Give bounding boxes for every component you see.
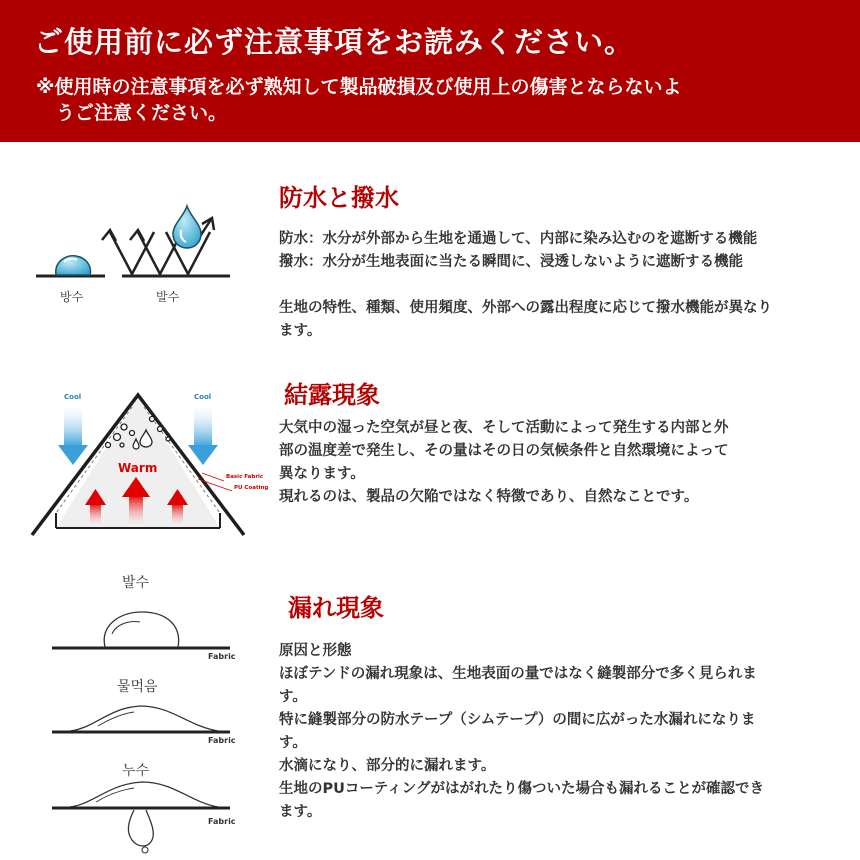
text-line: 特に縫製部分の防水テープ（シムテープ）の間に広がった水漏れになりま [279,712,756,728]
text-line: 異なります。 [279,466,365,482]
text-line: 撥水：水分が生地表面に当たる瞬間に、浸透しないように遮断する機能 [279,254,743,270]
text-line: 原因と形態 [279,643,352,659]
condensation-illustration [28,385,269,540]
leak-illustration [50,570,240,855]
text-line: 水滴になり、部分的に漏れます。 [279,758,496,774]
header-note [36,74,836,126]
text-line: 大気中の湿った空気が昼と夜、そして活動によって発生する内部と外 [279,420,729,436]
text-line: す。 [279,689,307,705]
text-line: 生地のPUコーティングがはがれたり傷ついた場合も漏れることが確認でき [279,781,764,797]
section-title-condensation: 結露現象 [284,381,380,409]
cool-label-left: Cool [64,393,82,401]
fabric-label: Fabric [208,817,236,826]
header-note-line2: うご注意ください。 [56,102,228,124]
waterproof-label: 방수 [60,290,84,304]
header-title: ご使用前に必ず注意事項をお読みください。 [34,25,635,59]
text-line: 部の温度差で発生し、その量はその日の気候条件と自然環境によって [279,443,729,459]
text-line: ます。 [279,804,322,820]
leak-label-repellent: 발수 [122,575,150,591]
text-line: 現れるのは、製品の欠陥ではなく特徴であり、自然なことです。 [279,489,699,505]
header-note-line1: ※使用時の注意事項を必ず熟知して製品破損及び使用上の傷害とならないよ [36,76,682,98]
water-repellent-label: 발수 [156,290,180,304]
section-title-waterproof: 防水と撥水 [279,184,399,212]
fabric-label: Fabric [208,652,236,661]
section-title-leak: 漏れ現象 [288,594,384,622]
warning-header [0,0,860,142]
text-line: 防水：水分が外部から生地を通過して、内部に染み込むのを遮断する機能 [279,231,758,247]
section-text-condensation [279,417,839,509]
pu-coating-label: PU Coating [234,485,269,491]
cool-label-right: Cool [194,393,212,401]
warm-label: Warm [118,461,158,475]
leak-label-leak: 누수 [122,763,150,779]
waterproof-illustration [30,200,240,310]
text-line: 生地の特性、種類、使用頻度、外部への露出程度に応じて撥水機能が異なり [279,300,772,316]
basic-fabric-label: Basic Fabric [226,474,264,480]
leak-label-absorbed: 물먹음 [117,679,158,695]
text-line: ほぼテンドの漏れ現象は、生地表面の量ではなく縫製部分で多く見られま [279,666,757,682]
section-text-leak [279,640,839,824]
text-line: ます。 [279,323,322,339]
section-text-waterproof [279,228,849,343]
fabric-label: Fabric [208,736,236,745]
text-line: す。 [279,735,307,751]
